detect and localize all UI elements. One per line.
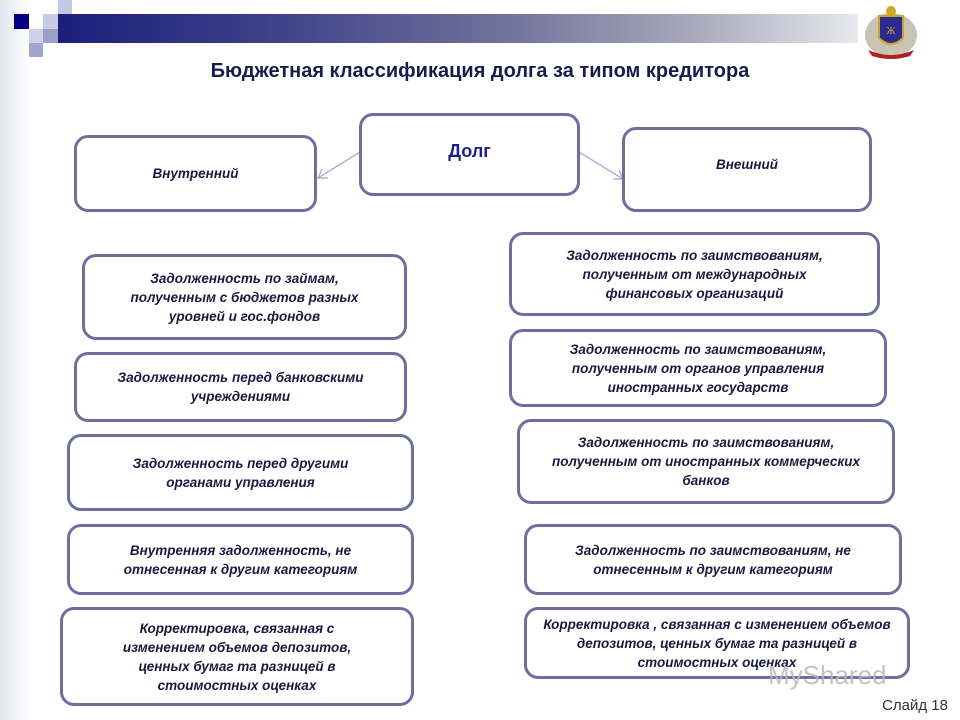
branch-external: Внешний: [622, 127, 872, 212]
svg-text:Ж: Ж: [886, 26, 896, 37]
internal-item: Задолженность перед банковскими учреждениями: [74, 352, 407, 422]
internal-item: Задолженность перед другими органами управления: [67, 434, 414, 511]
internal-item: Внутренняя задолженность, не отнесенная к другим категориям: [67, 524, 414, 595]
branch-internal: Внутренний: [74, 135, 317, 212]
external-item: Корректировка , связанная с изменением объемов депозитов, ценных бумаг та разницей в стоимостных оценках: [524, 607, 910, 679]
root-node-debt: Долг: [359, 113, 580, 196]
external-item: Задолженность по заимствованиям, не отнесенным к другим категориям: [524, 524, 902, 595]
external-item: Задолженность по заимствованиям, полученным от органов управления иностранных государств: [509, 329, 887, 407]
internal-item: Задолженность по займам, полученным с бюджетов разных уровней и гос.фондов: [82, 254, 407, 340]
external-item: Задолженность по заимствованиям, полученным от иностранных коммерческих банков: [517, 419, 895, 504]
myshared-watermark: MyShared: [768, 660, 887, 690]
external-item: Задолженность по заимствованиям, полученным от международных финансовых организаций: [509, 232, 880, 316]
slide-title: Бюджетная классификация долга за типом кредитора: [210, 60, 750, 82]
internal-item: Корректировка, связанная с изменением объемов депозитов, ценных бумаг та разницей в стоимостных оценках: [60, 607, 414, 706]
slide-number: Слайд 18: [882, 697, 948, 714]
